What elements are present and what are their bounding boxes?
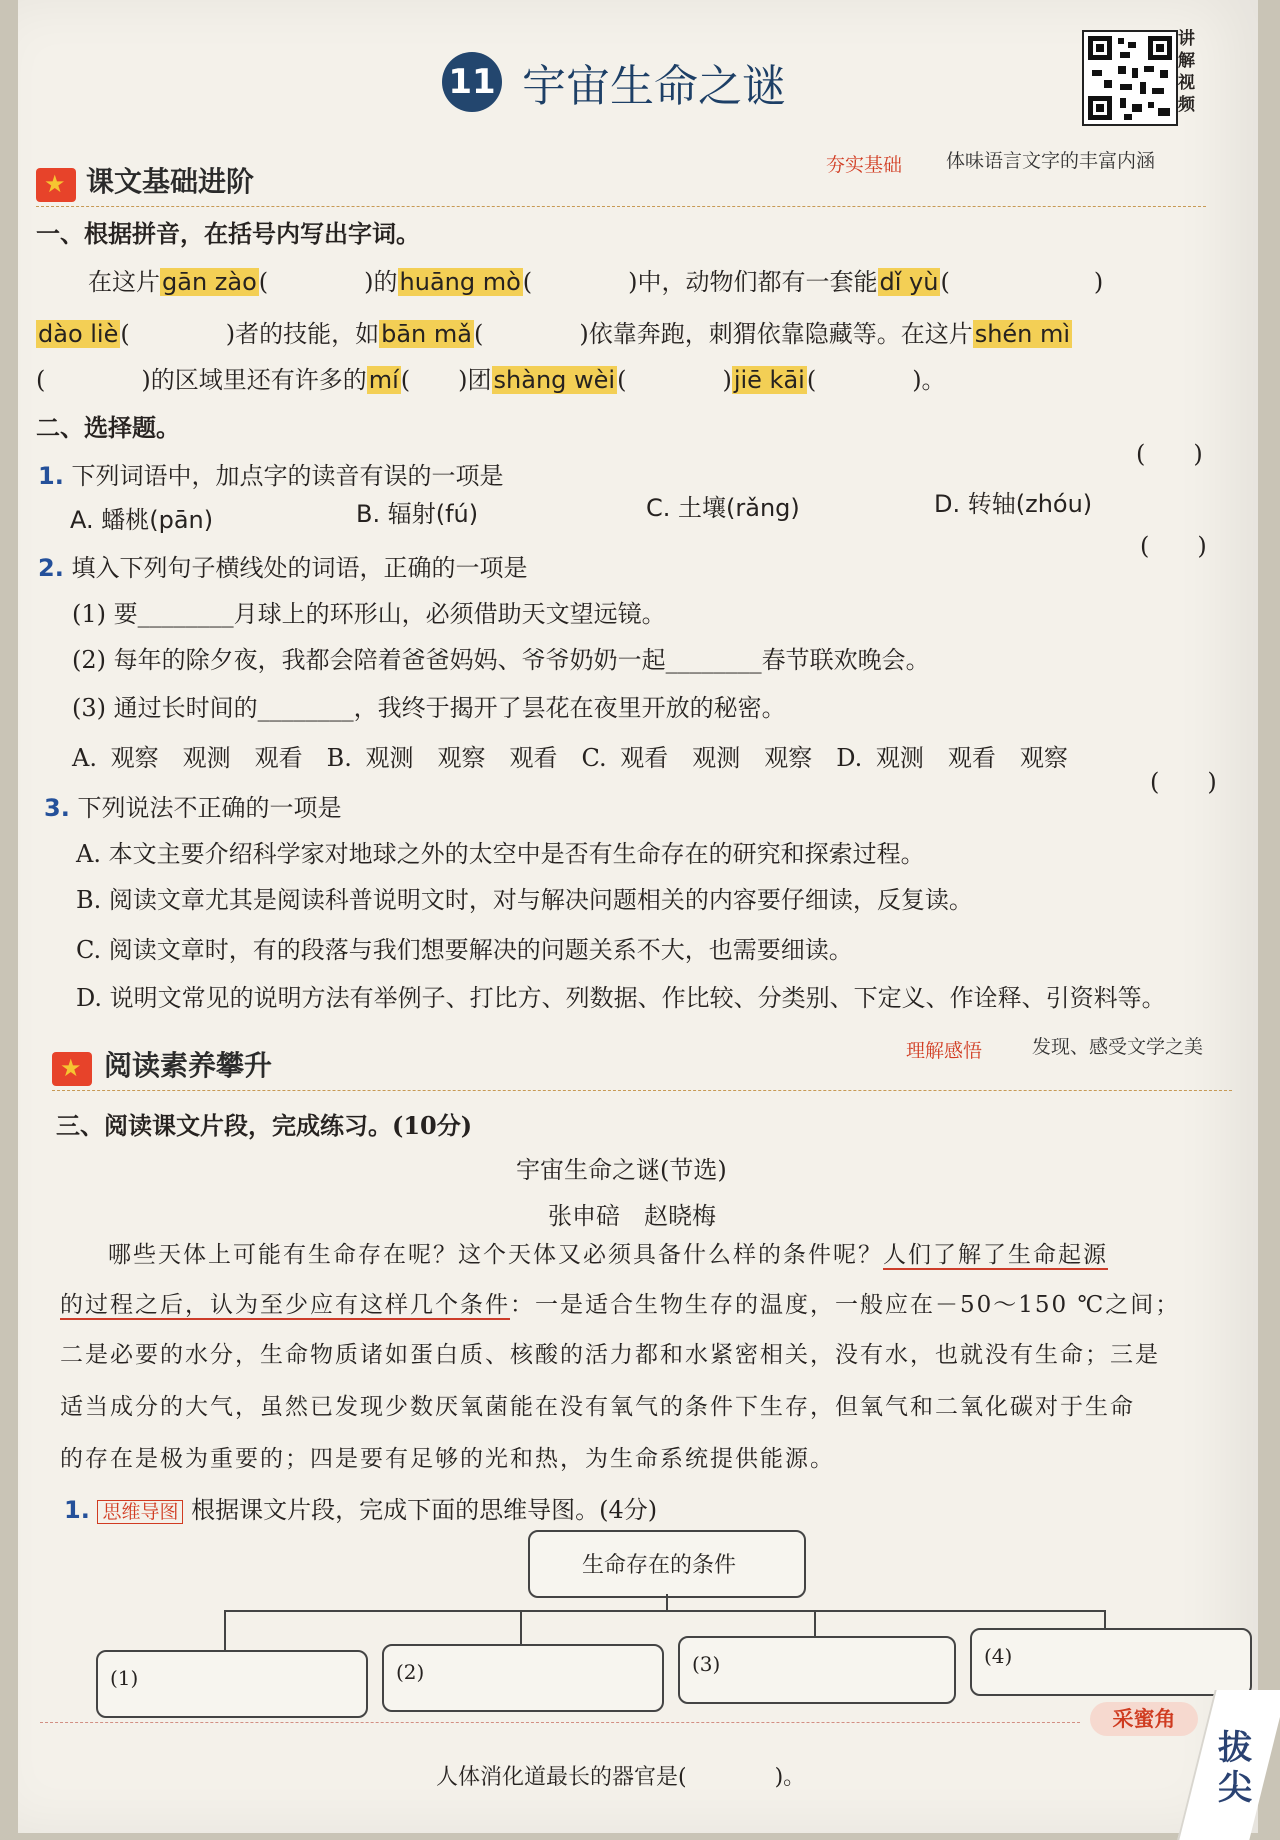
text: 在这片 [88,268,160,296]
text: ( )的 [258,268,398,296]
item-stem: 下列说法不正确的一项是 [77,794,342,822]
passage-line-1 [108,1236,1108,1269]
q2-heading: 二、选择题。 [36,413,180,442]
option-a: A. 本文主要介绍科学家对地球之外的太空中是否有生命存在的研究和探索过程。 [76,840,925,868]
footer-trivia: 人体消化道最长的器官是( )。 [436,1765,806,1790]
q2-item2 [38,548,527,583]
text: ( )。 [806,366,946,394]
text: ( )者的技能，如 [120,320,380,348]
option-c: C. 阅读文章时，有的段落与我们想要解决的问题关系不大，也需要细读。 [76,936,853,964]
section-divider [36,206,1206,207]
footer-divider [40,1722,1080,1723]
pinyin-highlight: jiē kāi [733,366,805,394]
q1-line2 [36,314,1072,349]
option-d: D. 转轴(zhóu) [934,490,1093,518]
answer-paren[interactable]: ( ) [1136,440,1203,468]
section-arrow-icon [52,1052,92,1086]
item-number: 1. [64,1496,90,1524]
text: ( )的区域里还有许多的 [36,366,367,394]
option-b: B. 辐射(fú) [356,500,479,528]
pinyin-highlight: mí [368,366,399,394]
branch-label: (2) [396,1660,425,1684]
text: ( )中，动物们都有一套能 [522,268,878,296]
item-stem: 填入下列句子横线处的词语，正确的一项是 [71,554,528,582]
connector-line [224,1610,1106,1612]
mindmap-root-box [528,1530,806,1598]
passage-title [516,1150,727,1185]
q2-item2-options: A. 观察 观测 观看 B. 观测 观察 观看 C. 观看 观测 观察 D. 观测 观看 观察 [72,744,1068,772]
connector-line [224,1610,226,1650]
underlined-text: 的过程之后，认为至少应有这样几个条件 [60,1292,510,1318]
item-number: 1. [38,462,64,490]
mindmap-branch-2[interactable] [382,1644,664,1712]
option-d: D. 说明文常见的说明方法有举例子、打比方、列数据、作比较、分类别、下定义、作诠释、引资料等。 [76,984,1166,1012]
sentence-2: (2) 每年的除夕夜，我都会陪着爸爸妈妈、爷爷奶奶一起________春节联欢晚会。 [72,646,930,674]
passage-text: ：一是适合生物生存的温度，一般应在－50～150 ℃之间； [510,1292,1181,1318]
passage-text: 哪些天体上可能有生命存在呢？这个天体又必须具备什么样的条件呢？ [108,1242,883,1268]
item-number: 2. [38,554,64,582]
mindmap-branch-1[interactable] [96,1650,368,1718]
q1-line3 [36,360,946,395]
section-slogan-red: 夯实基础 [826,154,903,176]
section-slogan: 体味语言文字的丰富内涵 [946,150,1156,172]
passage-line-4: 适当成分的大气，虽然已发现少数厌氧菌能在没有氧气的条件下生存，但氧气和二氧化碳对于生命 [60,1394,1135,1420]
mindmap-branch-4[interactable] [970,1628,1252,1696]
section-star-icon [36,168,76,202]
pinyin-highlight: dǐ yù [879,268,939,296]
sentence-1: (1) 要________月球上的环形山，必须借助天文望远镜。 [72,600,666,628]
lesson-title: 宇宙生命之谜 [522,61,786,112]
q1-heading: 一、根据拼音，在括号内写出字词。 [36,219,420,248]
option-b: B. 阅读文章尤其是阅读科普说明文时，对与解决问题相关的内容要仔细读，反复读。 [76,886,973,914]
text: ( )依靠奔跑，刺猬依靠隐藏等。在这片 [473,320,973,348]
option-a: A. 蟠桃(pān) [70,506,214,534]
pinyin-highlight: shàng wèi [493,366,616,394]
connector-line [814,1610,816,1638]
text: ( )团 [400,366,492,394]
lesson-number-badge: 11 [442,52,502,112]
branch-label: (3) [692,1652,721,1676]
branch-label: (4) [984,1644,1013,1668]
mindmap-tag: 思维导图 [97,1500,183,1524]
section-slogan-red: 理解感悟 [906,1040,983,1062]
qr-code-icon[interactable] [1082,30,1178,126]
answer-paren[interactable]: ( ) [1140,532,1207,560]
section-heading-reading: 阅读素养攀升 [104,1049,273,1082]
text: ( ) [617,366,732,394]
option-c: C. 土壤(rǎng) [646,494,800,522]
q3-sub1 [64,1490,657,1525]
underlined-text: 人们了解了生命起源 [883,1242,1108,1268]
mindmap-branch-3[interactable] [678,1636,956,1704]
passage-authors: 张申碚 赵晓梅 [548,1202,716,1230]
item-number: 3. [44,794,70,822]
passage-line-2 [60,1286,1180,1319]
video-explanation-label: 讲解视频 [1178,29,1195,115]
item-stem: 下列词语中，加点字的读音有误的一项是 [71,462,504,490]
q2-item3 [44,788,341,823]
passage-line-3: 二是必要的水分，生命物质诸如蛋白质、核酸的活力都和水紧密相关，没有水，也就没有生命；三是 [60,1342,1160,1368]
passage-title-text: 宇宙生命之谜 [516,1156,660,1184]
pinyin-highlight: gān zào [162,268,257,296]
pinyin-highlight: huāng mò [399,268,521,296]
q2-item1 [38,456,503,491]
next-book-corner-text: 拔尖 [1218,1728,1252,1808]
pinyin-highlight: bān mǎ [381,320,472,348]
answer-paren[interactable]: ( ) [1150,768,1217,796]
connector-line [520,1610,522,1644]
item-stem: 根据课文片段，完成下面的思维导图。(4分) [191,1496,658,1524]
passage-note: (节选) [660,1156,727,1184]
branch-label: (1) [110,1666,139,1690]
section-heading-basics: 课文基础进阶 [86,165,255,198]
q1-line1 [88,262,1103,297]
text: ( ) [940,268,1104,296]
section-slogan: 发现、感受文学之美 [1032,1036,1204,1058]
sentence-3: (3) 通过长时间的________，我终于揭开了昙花在夜里开放的秘密。 [72,694,786,722]
footer-honey-corner: 采蜜角 [1090,1702,1198,1736]
q3-heading: 三、阅读课文片段，完成练习。(10分) [56,1111,473,1140]
pinyin-highlight: dào liè [38,320,119,348]
section-divider [52,1090,1232,1091]
passage-line-5: 的存在是极为重要的；四是要有足够的光和热，为生命系统提供能源。 [60,1446,835,1472]
pinyin-highlight: shén mì [974,320,1071,348]
mindmap-root-label: 生命存在的条件 [582,1553,737,1578]
